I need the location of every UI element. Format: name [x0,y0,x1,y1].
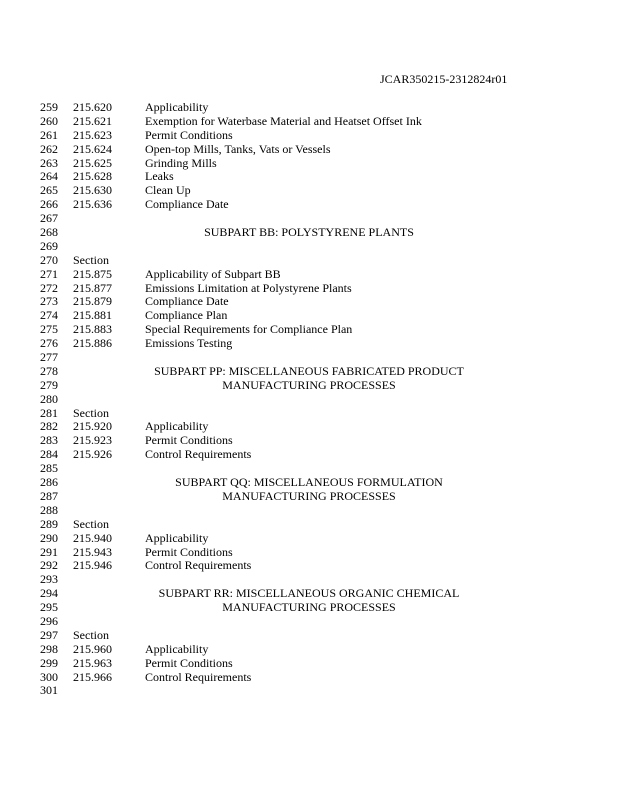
section-title: Compliance Date [145,294,229,309]
section-number: 215.877 [73,280,112,295]
section-number: 215.630 [73,183,112,198]
section-title: Compliance Plan [145,308,228,323]
subpart-heading: MANUFACTURING PROCESSES [222,377,396,392]
line-number: 284 [40,447,58,462]
line-number: 275 [40,322,58,337]
section-title: Permit Conditions [145,127,233,142]
section-number: 215.620 [73,100,112,114]
document-line [0,573,618,587]
document-line [0,448,618,462]
section-number: 215.628 [73,169,112,184]
document-line [0,490,618,504]
section-title: Emissions Testing [145,336,233,351]
line-number: 290 [40,530,58,545]
document-line [0,629,618,643]
document-line [0,379,618,393]
section-number: 215.926 [73,447,112,462]
document-line [0,282,618,296]
document-line [0,309,618,323]
line-number: 281 [40,405,58,420]
line-number: 271 [40,266,58,281]
line-number: 269 [40,238,58,253]
line-number: 299 [40,655,58,670]
line-number: 264 [40,169,58,184]
document-id: JCAR350215-2312824r01 [380,72,508,86]
document-line [0,587,618,601]
section-number: 215.963 [73,655,112,670]
document-line [0,226,618,240]
line-number: 288 [40,502,58,517]
section-title: Control Requirements [145,558,252,573]
document-line [0,657,618,671]
line-number: 285 [40,461,58,476]
subpart-heading: SUBPART BB: POLYSTYRENE PLANTS [204,225,414,240]
document-line [0,615,618,629]
document-line [0,129,618,143]
section-number: 215.886 [73,336,112,351]
document-line [0,434,618,448]
section-number: 215.940 [73,530,112,545]
section-title: Grinding Mills [145,155,217,170]
line-number: 277 [40,350,58,365]
document-line [0,184,618,198]
line-number: 282 [40,419,58,434]
document-line [0,337,618,351]
section-number: 215.623 [73,127,112,142]
section-title: Emissions Limitation at Polystyrene Plants [145,280,352,295]
line-number: 266 [40,197,58,212]
line-number: 283 [40,433,58,448]
document-line [0,671,618,685]
section-number: 215.883 [73,322,112,337]
line-number: 296 [40,613,58,628]
line-number: 286 [40,475,58,490]
section-number: 215.636 [73,197,112,212]
line-number: 291 [40,544,58,559]
line-number: 265 [40,183,58,198]
subpart-heading: MANUFACTURING PROCESSES [222,488,396,503]
document-line [0,240,618,254]
subpart-heading: SUBPART RR: MISCELLANEOUS ORGANIC CHEMICAL [158,586,460,601]
section-title: Compliance Date [145,197,229,212]
document-line [0,407,618,421]
section-title: Control Requirements [145,447,252,462]
line-number: 295 [40,600,58,615]
section-number: 215.960 [73,641,112,656]
line-number: 300 [40,669,58,684]
line-number: 301 [40,683,58,698]
document-line [0,157,618,171]
line-number: 297 [40,627,58,642]
document-line [0,476,618,490]
subpart-heading: SUBPART PP: MISCELLANEOUS FABRICATED PRODUCT [154,363,464,378]
line-number: 292 [40,558,58,573]
section-title: Permit Conditions [145,544,233,559]
document-line [0,546,618,560]
line-number: 268 [40,225,58,240]
section-number: 215.966 [73,669,112,684]
document-line [0,462,618,476]
section-number: 215.923 [73,433,112,448]
document-line [0,601,618,615]
document-line [0,143,618,157]
document-line [0,532,618,546]
line-number: 276 [40,336,58,351]
line-number: 293 [40,572,58,587]
section-number: 215.946 [73,558,112,573]
line-number: 273 [40,294,58,309]
section-title: Permit Conditions [145,655,233,670]
document-line [0,559,618,573]
line-number: 289 [40,516,58,531]
section-title: Control Requirements [145,669,252,684]
line-number: 298 [40,641,58,656]
subpart-heading: SUBPART QQ: MISCELLANEOUS FORMULATION [175,475,443,490]
document-line [0,684,618,698]
document-line [0,170,618,184]
section-title: Exemption for Waterbase Material and Heatset Offset Ink [145,113,422,128]
line-number: 259 [40,100,58,114]
section-column-label: Section [73,516,109,531]
section-title: Applicability [145,419,209,434]
document-line [0,420,618,434]
line-number: 274 [40,308,58,323]
document-line [0,115,618,129]
document-line [0,198,618,212]
line-number: 294 [40,586,58,601]
document-line [0,365,618,379]
document-line [0,643,618,657]
line-number: 280 [40,391,58,406]
section-number: 215.624 [73,141,112,156]
line-number: 263 [40,155,58,170]
section-number: 215.920 [73,419,112,434]
section-number: 215.879 [73,294,112,309]
document-line [0,323,618,337]
section-number: 215.621 [73,113,112,128]
section-title: Applicability of Subpart BB [145,266,281,281]
document-line [0,101,618,115]
section-title: Applicability [145,641,209,656]
line-number: 262 [40,141,58,156]
section-title: Applicability [145,100,209,114]
section-number: 215.625 [73,155,112,170]
section-column-label: Section [73,252,109,267]
section-number: 215.875 [73,266,112,281]
section-column-label: Section [73,405,109,420]
section-number: 215.881 [73,308,112,323]
document-line [0,254,618,268]
document-line [0,212,618,226]
numbered-lines [0,101,618,698]
section-column-label: Section [73,627,109,642]
line-number: 270 [40,252,58,267]
line-number: 267 [40,211,58,226]
section-title: Leaks [145,169,174,184]
section-title: Special Requirements for Compliance Plan [145,322,353,337]
document-line [0,518,618,532]
line-number: 278 [40,363,58,378]
document-line [0,351,618,365]
document-line [0,504,618,518]
line-number: 260 [40,113,58,128]
line-number: 272 [40,280,58,295]
line-number: 287 [40,488,58,503]
section-title: Applicability [145,530,209,545]
section-number: 215.943 [73,544,112,559]
section-title: Permit Conditions [145,433,233,448]
subpart-heading: MANUFACTURING PROCESSES [222,600,396,615]
document-line [0,295,618,309]
line-number: 279 [40,377,58,392]
section-title: Open-top Mills, Tanks, Vats or Vessels [145,141,331,156]
section-title: Clean Up [145,183,191,198]
document-line [0,268,618,282]
line-number: 261 [40,127,58,142]
document-line [0,393,618,407]
